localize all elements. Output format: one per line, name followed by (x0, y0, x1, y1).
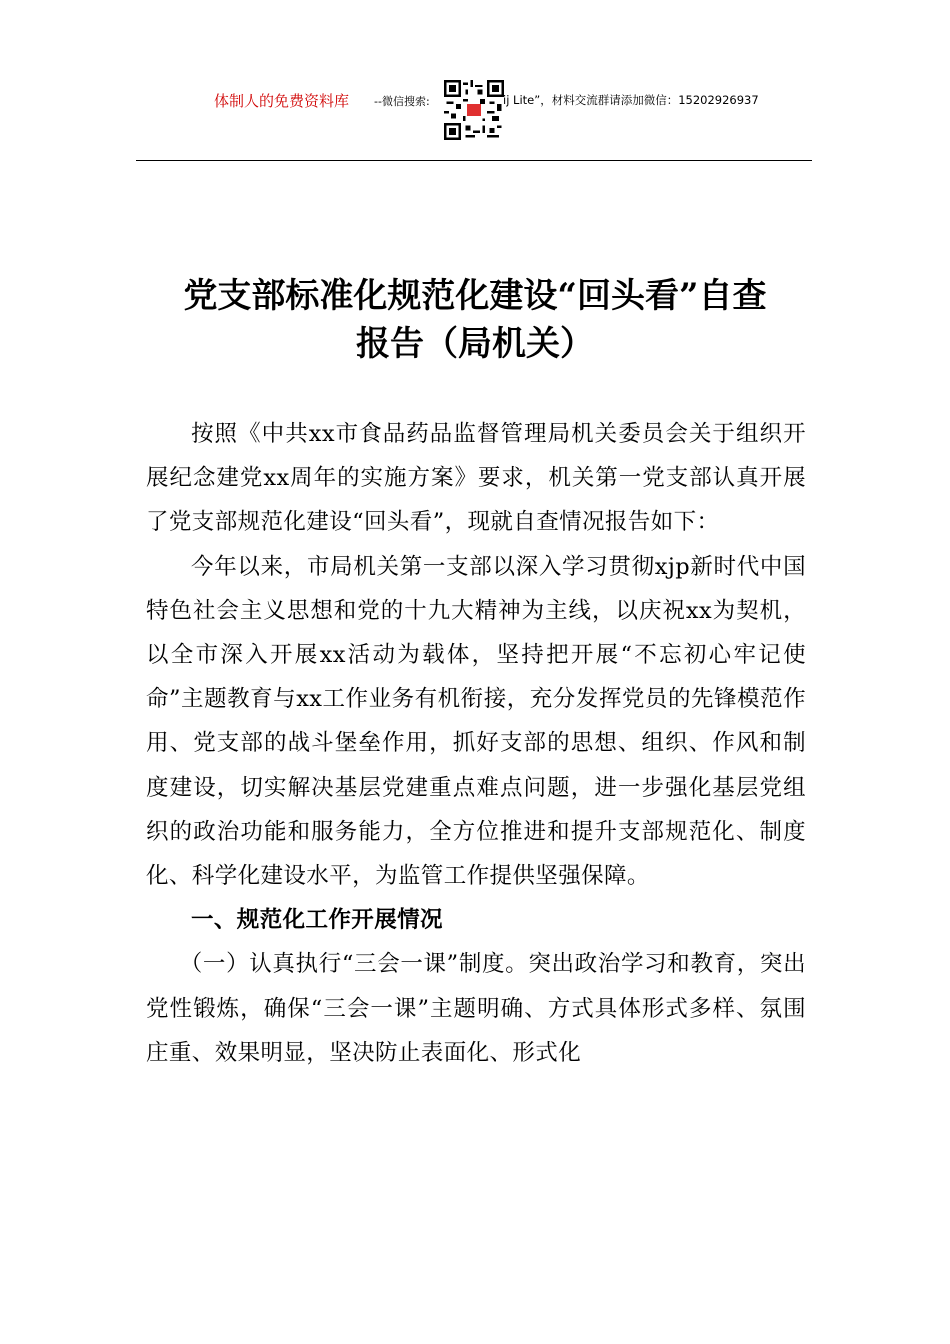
header-divider (136, 160, 812, 161)
document-title (110, 272, 840, 368)
paragraph-overview: 今年以来，市局机关第一支部以深入学习贯彻xjp新时代中国特色社会主义思想和党的十九大精神为主线，以庆祝xx为契机，以全市深入开展xx活动为载体，坚持把开展“不忘初心牢记使命”主题教育与xx工作业务有机衔接，充分发挥党员的先锋模范作用、党支部的战斗堡垒作用，抓好支部的思想、组织、作风和制度建设，切实解决基层党建重点难点问题，进一步强化基层党组织的政治功能和服务能力，全方位推进和提升支部规范化、制度化、科学化建设水平，为监管工作提供坚强保障。 (146, 553, 806, 890)
source-search-hint: --微信搜索: (374, 95, 430, 108)
document-body (146, 412, 806, 1075)
section-heading: 一、规范化工作开展情况 (191, 907, 443, 934)
title-line-1: 党支部标准化规范化建设“回头看”自查 (183, 276, 767, 316)
title-line-2: 报告（局机关） (356, 324, 594, 364)
paragraph-intro: 按照《中共xx市食品药品监督管理局机关委员会关于组织开展纪念建党xx周年的实施方案》要求，机关第一党支部认真开展了党支部规范化建设“回头看”，现就自查情况报告如下： (146, 421, 806, 536)
contact-info: ij Lite”，材料交流群请添加微信：15202926937 (503, 93, 759, 107)
paragraph-section-1: （一）认真执行“三会一课”制度。突出政治学习和教育，突出党性锻炼，确保“三会一课”主题明确、方式具体形式多样、氛围庄重、效果明显，坚决防止表面化、形式化 (146, 951, 806, 1066)
page-header (0, 76, 950, 146)
qr-code-icon (444, 80, 504, 140)
source-label: 体制人的免费资料库 (214, 92, 350, 110)
